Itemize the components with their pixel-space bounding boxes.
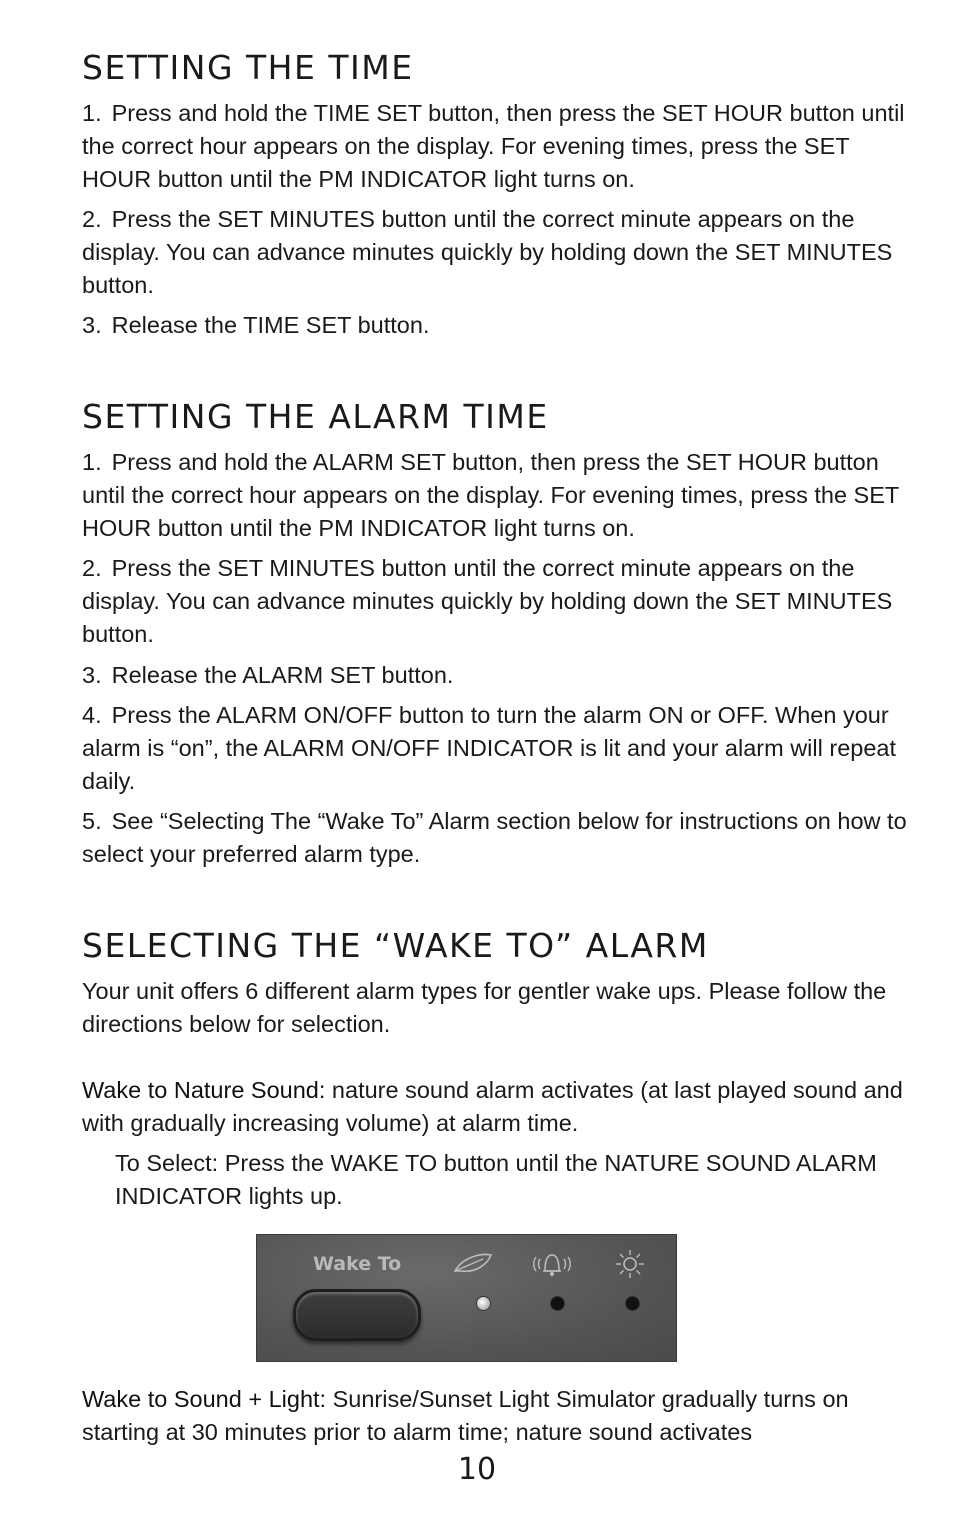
- step-text: See “Selecting The “Wake To” Alarm section below for instructions on how to select your preferred alarm type.: [82, 808, 907, 867]
- section-title-setting-time: SETTING THE TIME: [82, 48, 414, 87]
- step-3: [82, 659, 912, 692]
- wake-to-panel-photo: [256, 1234, 677, 1362]
- step-text: Release the TIME SET button.: [111, 312, 430, 338]
- step-1: [82, 446, 912, 545]
- sound-light-text: Sunrise/Sunset Light Simulator gradually turns on starting at 30 minutes prior to alarm time; nature sound activates: [82, 1386, 849, 1445]
- sound-light-paragraph: [82, 1383, 912, 1449]
- nature-sound-select: To Select: Press the WAKE TO button until the NATURE SOUND ALARM INDICATOR lights up.: [115, 1150, 877, 1209]
- leaf-icon: [453, 1249, 493, 1279]
- step-number: 5.: [82, 808, 102, 834]
- step-2: [82, 203, 912, 302]
- nature-sound-paragraph: [82, 1074, 912, 1140]
- step-number: 3.: [82, 312, 102, 338]
- nature-sound-lead: Wake to Nature Sound:: [82, 1077, 326, 1103]
- nature-sound-text: nature sound alarm activates (at last played sound and with gradually increasing volume) at alarm time.: [82, 1077, 903, 1136]
- step-number: 2.: [82, 555, 102, 581]
- step-2: [82, 552, 912, 651]
- step-text: Release the ALARM SET button.: [111, 662, 454, 688]
- intro-paragraph: Your unit offers 6 different alarm types for gentler wake ups. Please follow the directions below for selection.: [82, 978, 887, 1037]
- step-1: [82, 97, 912, 196]
- sound-indicator: [551, 1297, 564, 1310]
- nature-sound-indicator: [477, 1297, 490, 1310]
- section-title-setting-alarm: SETTING THE ALARM TIME: [82, 397, 549, 436]
- step-number: 3.: [82, 662, 102, 688]
- step-3: [82, 309, 912, 342]
- step-4: [82, 699, 912, 798]
- sun-icon: [610, 1249, 650, 1279]
- step-text: Press and hold the ALARM SET button, then press the SET HOUR button until the correct hour appears on the display. For evening times, press the SET HOUR button until the PM INDICATOR light turns on.: [82, 449, 899, 541]
- step-number: 2.: [82, 206, 102, 232]
- step-text: Press the SET MINUTES button until the correct minute appears on the display. You can advance minutes quickly by holding down the SET MINUTES button.: [82, 555, 893, 647]
- step-number: 4.: [82, 702, 102, 728]
- sound-light-lead: Wake to Sound + Light:: [82, 1386, 327, 1412]
- step-text: Press the ALARM ON/OFF button to turn the alarm ON or OFF. When your alarm is “on”, the ALARM ON/OFF INDICATOR is lit and your alarm will repeat daily.: [82, 702, 897, 794]
- step-text: Press and hold the TIME SET button, then press the SET HOUR button until the correct hour appears on the display. For evening times, press the SET HOUR button until the PM INDICATOR light turns on.: [82, 100, 905, 192]
- page-number: 10: [457, 1452, 497, 1487]
- step-number: 1.: [82, 100, 102, 126]
- step-5: [82, 805, 912, 871]
- light-indicator: [626, 1297, 639, 1310]
- section-title-wake-to: SELECTING THE “WAKE TO” ALARM: [82, 926, 709, 965]
- wake-to-button: [293, 1289, 421, 1341]
- step-number: 1.: [82, 449, 102, 475]
- bell-icon: [532, 1249, 572, 1279]
- step-text: Press the SET MINUTES button until the correct minute appears on the display. You can advance minutes quickly by holding down the SET MINUTES button.: [82, 206, 893, 298]
- wake-to-label: Wake To: [313, 1253, 402, 1275]
